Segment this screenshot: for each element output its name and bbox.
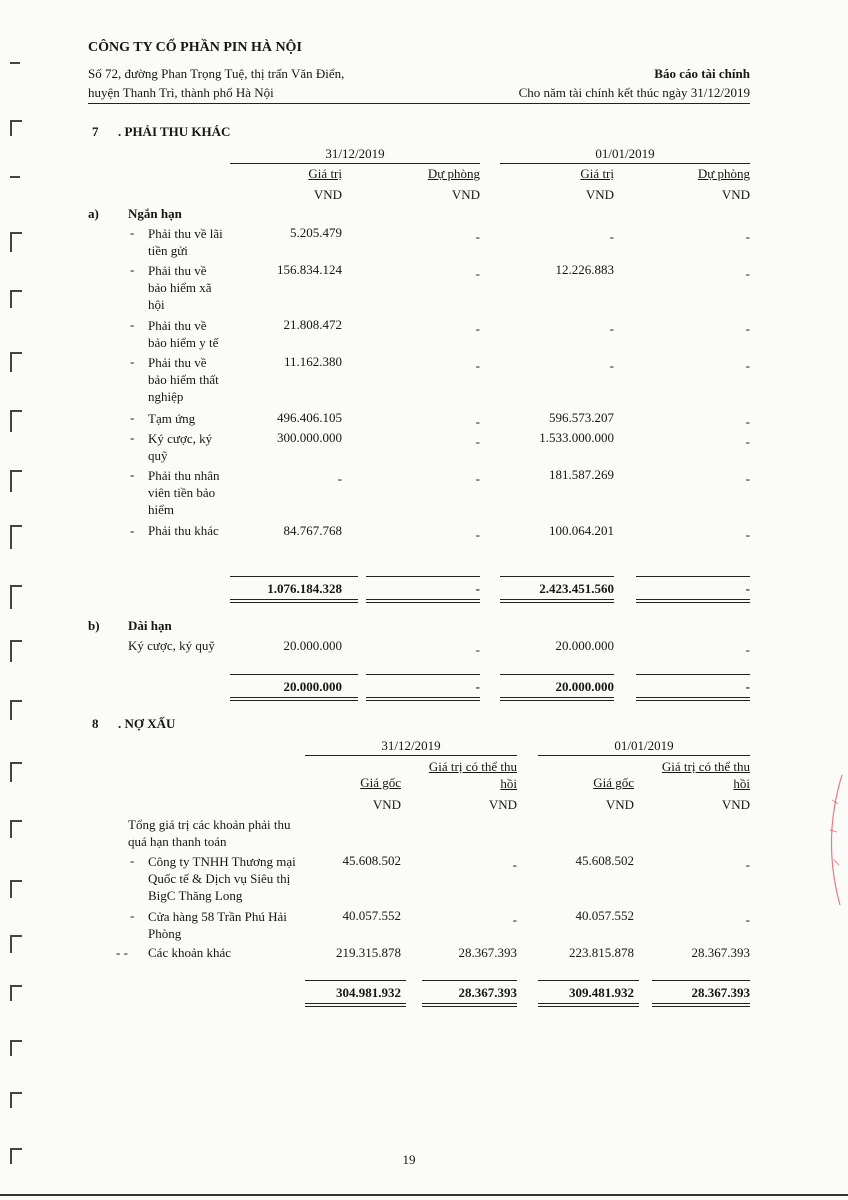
row-value: - <box>475 321 480 336</box>
row-dash: - <box>130 523 135 538</box>
row-value: 84.767.768 <box>283 523 342 538</box>
row-value: 223.815.878 <box>569 945 634 960</box>
col-header-provision-2018: Dự phòng <box>697 166 750 181</box>
unit-label: VND <box>313 187 342 202</box>
double-rule <box>422 1003 517 1007</box>
total-rule <box>636 576 750 577</box>
total-rule <box>422 980 517 981</box>
col-header-provision-2019: Dự phòng <box>427 166 480 181</box>
subtotal-value: - <box>745 581 750 596</box>
row-value: - <box>337 471 342 486</box>
col-group-2018-rule <box>500 163 750 164</box>
report-period: Cho năm tài chính kết thúc ngày 31/12/2019 <box>518 85 750 100</box>
row-label: Ký cược, ký quỹ <box>128 638 215 653</box>
row-value: 1.533.000.000 <box>539 430 614 445</box>
row-value: - <box>745 321 750 336</box>
row-label: Phải thu về bảo hiểm xã hội <box>148 263 212 312</box>
subtotal-value: - <box>475 679 480 694</box>
row-value: 5.205.479 <box>290 225 342 240</box>
col-header-value-2018: Giá trị <box>580 166 614 181</box>
row-dash: - <box>130 225 135 240</box>
unit-label: VND <box>585 187 614 202</box>
row-dash: - <box>130 908 135 923</box>
row-value: - <box>745 912 750 927</box>
row-label: Tạm ứng <box>148 411 196 426</box>
row-value: 596.573.207 <box>549 410 614 425</box>
total-rule <box>500 674 614 675</box>
row-value: 100.064.201 <box>549 523 614 538</box>
row-value: - <box>475 434 480 449</box>
total-rule <box>652 980 750 981</box>
row-value: - <box>745 358 750 373</box>
total-value: 28.367.393 <box>691 985 750 1000</box>
row-value: - <box>745 642 750 657</box>
unit-label: VND <box>721 797 750 812</box>
row-value: - <box>745 527 750 542</box>
row-value: 40.057.552 <box>575 908 634 923</box>
double-rule <box>538 1003 639 1007</box>
double-rule <box>652 1003 750 1007</box>
row-value: 11.162.380 <box>283 354 342 369</box>
total-rule <box>636 674 750 675</box>
subsection-b-label: b) <box>88 618 100 633</box>
row-label: Cửa hàng 58 Trần Phú Hải Phòng <box>148 909 287 941</box>
row-dash: - <box>130 317 135 332</box>
subtotal-value: 20.000.000 <box>555 679 614 694</box>
row-dash: - <box>130 467 135 482</box>
subtotal-value: - <box>745 679 750 694</box>
subtotal-value: 1.076.184.328 <box>267 581 342 596</box>
subtotal-value: 20.000.000 <box>283 679 342 694</box>
col-header-cost-2019: Giá gốc <box>360 775 401 790</box>
double-rule <box>500 599 614 603</box>
row-value: 20.000.000 <box>283 638 342 653</box>
subsection-a-label: a) <box>88 206 99 221</box>
row-dash: - <box>130 430 135 445</box>
row-value: - <box>512 857 517 872</box>
col-group-2019: 31/12/2019 <box>325 146 385 161</box>
row-value: 300.000.000 <box>277 430 342 445</box>
row-value: 156.834.124 <box>277 262 342 277</box>
unit-label: VND <box>721 187 750 202</box>
col-header-recoverable-2019: Giá trị có thể thu hồi <box>428 759 517 791</box>
row-value: - <box>609 321 614 336</box>
double-rule <box>230 599 358 603</box>
row-label: Phải thu khác <box>148 523 219 538</box>
overdue-intro: Tổng giá trị các khoản phải thu quá hạn thanh toán <box>128 817 291 849</box>
row-value: 496.406.105 <box>277 410 342 425</box>
total-rule <box>366 674 480 675</box>
col-header-recoverable-2018: Giá trị có thể thu hồi <box>661 759 750 791</box>
section-8-title: . NỢ XẤU <box>118 716 176 731</box>
row-value: 21.808.472 <box>283 317 342 332</box>
double-rule <box>230 697 358 701</box>
total-value: 309.481.932 <box>569 985 634 1000</box>
row-value: - <box>475 642 480 657</box>
page-number: 19 <box>402 1152 416 1167</box>
subsection-b-title: Dài hạn <box>128 618 172 633</box>
row-value: - <box>609 229 614 244</box>
row-label: Các khoản khác <box>148 945 232 960</box>
company-address-line1: Số 72, đường Phan Trọng Tuệ, thị trấn Văn Điển, <box>88 66 345 81</box>
row-value: - <box>475 229 480 244</box>
row-value: - <box>475 414 480 429</box>
header-rule <box>88 103 750 104</box>
row-value: 45.608.502 <box>575 853 634 868</box>
row-value: - <box>512 912 517 927</box>
subtotal-value: 2.423.451.560 <box>539 581 614 596</box>
subsection-a-title: Ngắn hạn <box>128 206 182 221</box>
row-value: - <box>475 471 480 486</box>
row-label: Phải thu về bảo hiểm y tế <box>148 318 219 350</box>
row-value: - <box>745 414 750 429</box>
row-label: Ký cược, ký quỹ <box>148 431 213 463</box>
row-dash: - <box>130 262 135 277</box>
col-group-2019: 31/12/2019 <box>381 738 441 753</box>
row-value: - <box>609 358 614 373</box>
total-rule <box>366 576 480 577</box>
unit-label: VND <box>605 797 634 812</box>
total-rule <box>305 980 406 981</box>
report-title: Báo cáo tài chính <box>654 66 750 81</box>
row-value: - <box>745 471 750 486</box>
stamp-mark <box>812 770 848 910</box>
double-rule <box>636 697 750 701</box>
row-dash: - - <box>116 945 128 960</box>
row-value: 219.315.878 <box>336 945 401 960</box>
row-label: Phải thu về lãi tiền gửi <box>148 226 223 258</box>
unit-label: VND <box>451 187 480 202</box>
section-7-number: 7 <box>92 124 99 139</box>
row-value: - <box>745 266 750 281</box>
unit-label: VND <box>488 797 517 812</box>
total-rule <box>230 674 358 675</box>
row-value: 40.057.552 <box>342 908 401 923</box>
row-value: 45.608.502 <box>342 853 401 868</box>
row-value: - <box>475 527 480 542</box>
total-value: 28.367.393 <box>458 985 517 1000</box>
row-value: 28.367.393 <box>691 945 750 960</box>
row-value: 181.587.269 <box>549 467 614 482</box>
row-dash: - <box>130 410 135 425</box>
subtotal-value: - <box>475 581 480 596</box>
page-bottom-edge <box>0 1194 848 1196</box>
total-rule <box>538 980 639 981</box>
row-value: - <box>475 358 480 373</box>
total-rule <box>230 576 358 577</box>
row-value: - <box>745 857 750 872</box>
row-label: Công ty TNHH Thương mại Quốc tế & Dịch vụ Siêu thị BigC Thăng Long <box>148 854 296 903</box>
row-label: Phải thu nhân viên tiền bảo hiểm <box>148 468 220 517</box>
row-dash: - <box>130 853 135 868</box>
double-rule <box>366 697 480 701</box>
row-value: - <box>745 434 750 449</box>
col-group-2019-rule <box>305 755 517 756</box>
row-value: 28.367.393 <box>458 945 517 960</box>
col-group-2018: 01/01/2019 <box>614 738 674 753</box>
double-rule <box>500 697 614 701</box>
total-value: 304.981.932 <box>336 985 401 1000</box>
row-value: 12.226.883 <box>555 262 614 277</box>
col-group-2019-rule <box>230 163 480 164</box>
section-8-number: 8 <box>92 716 99 731</box>
row-dash: - <box>130 354 135 369</box>
col-group-2018-rule <box>538 755 750 756</box>
section-7-title: . PHẢI THU KHÁC <box>118 124 231 139</box>
col-header-cost-2018: Giá gốc <box>593 775 634 790</box>
company-name: CÔNG TY CỔ PHẦN PIN HÀ NỘI <box>88 40 302 55</box>
double-rule <box>636 599 750 603</box>
company-address-line2: huyện Thanh Trì, thành phố Hà Nội <box>88 85 274 100</box>
total-rule <box>500 576 614 577</box>
double-rule <box>366 599 480 603</box>
col-group-2018: 01/01/2019 <box>595 146 655 161</box>
double-rule <box>305 1003 406 1007</box>
unit-label: VND <box>372 797 401 812</box>
row-value: - <box>745 229 750 244</box>
row-value: - <box>475 266 480 281</box>
row-label: Phải thu về bảo hiểm thất nghiệp <box>148 355 219 404</box>
col-header-value-2019: Giá trị <box>308 166 342 181</box>
row-value: 20.000.000 <box>555 638 614 653</box>
